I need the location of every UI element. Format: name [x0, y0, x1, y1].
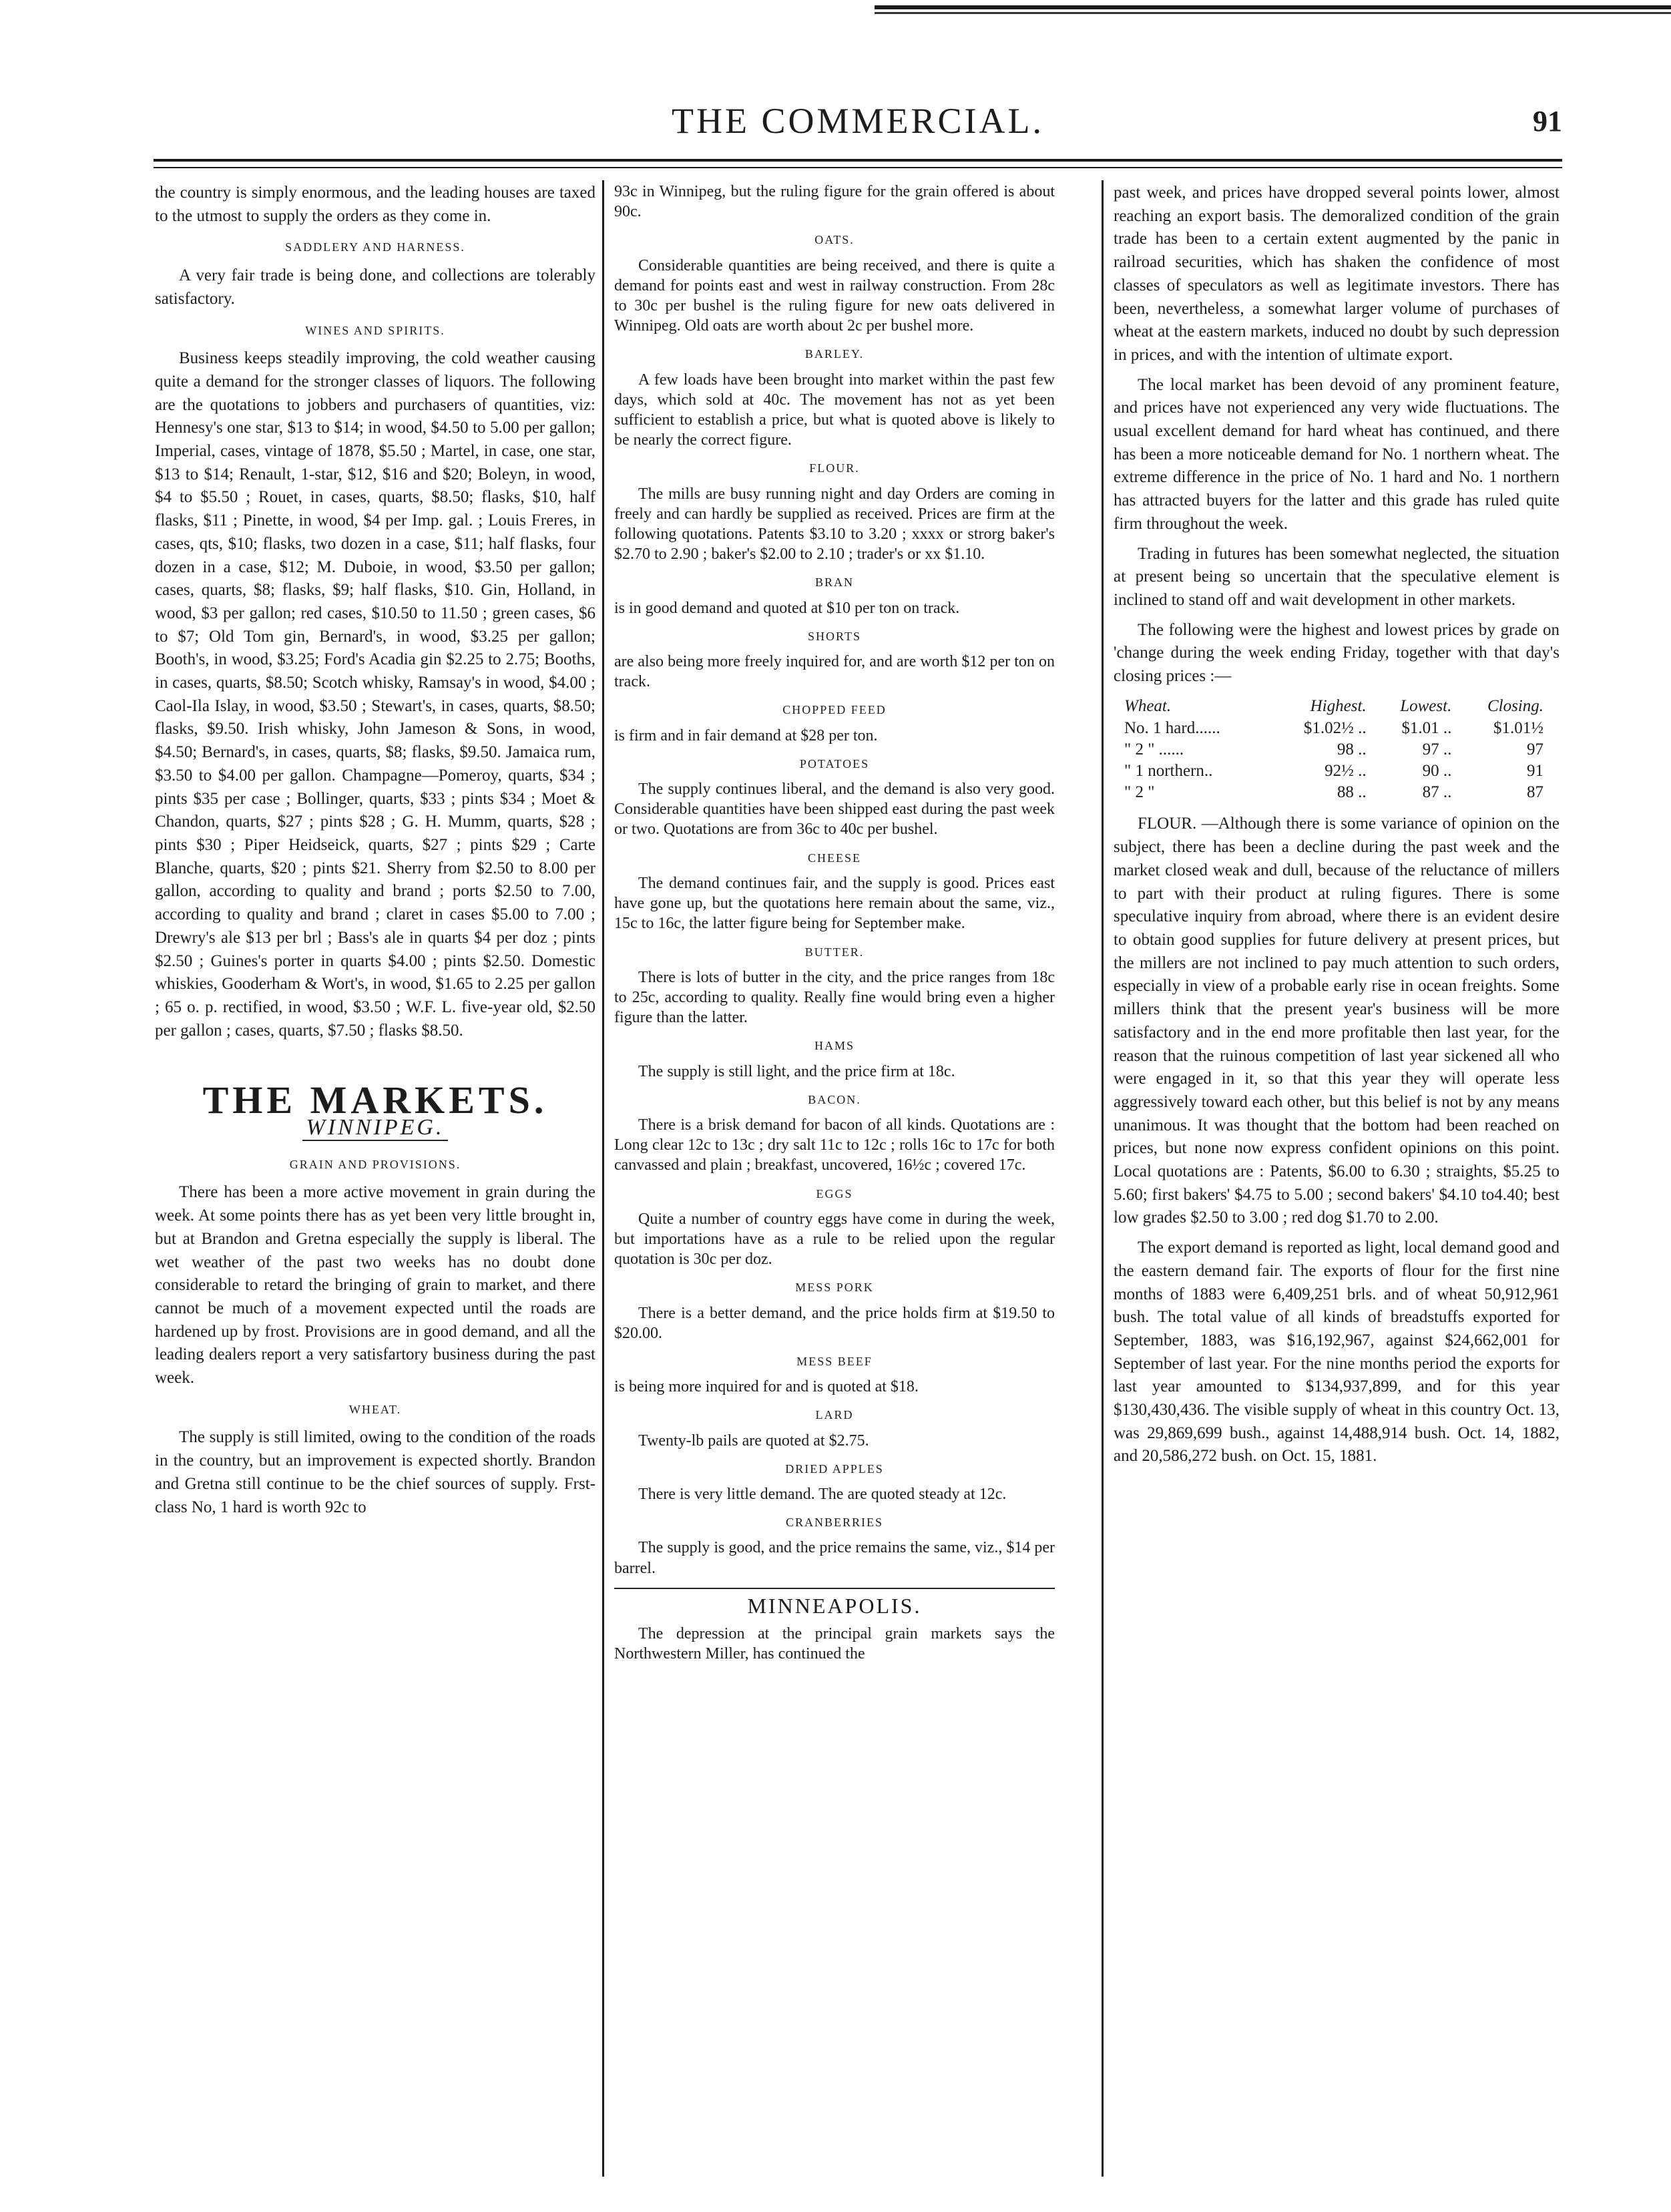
table-cell: 92½ ..	[1325, 762, 1367, 781]
paragraph-export: The export demand is reported as light, local demand good and the eastern demand fair. The exports of flour for the first nine months of 1883 were 6,409,251 brls. and of wheat 50,912,961 bush. The total value of all kinds of breadstuffs exported for September, 1883, was $16,192,967, against $24,662,001 for September of last year. For the nine months period the exports for last year amounted to $134,937,899, and for this year $130,430,436. The visible supply of wheat in this country Oct. 13, was 29,869,699 bush., against 14,488,914 bush. Oct. 14, 1882, and 20,586,272 bush. on Oct. 15, 1881.	[1114, 1239, 1560, 1466]
paragraph-flour: The mills are busy running night and day Orders are coming in freely and can hardly be supplied as received. Prices are firm at the following quotations. Patents $3.10 to 3.20 ; xxxx or strorg baker's $2.70 to 2.90 ; baker's $2.00 to 2.10 ; trader's or xx $1.10.	[614, 485, 1055, 564]
heading-bacon: BACON.	[808, 1092, 861, 1106]
paragraph-mess-pork: There is a better demand, and the price holds firm at $19.50 to $20.00.	[614, 1304, 1055, 1342]
table-row	[1120, 718, 1547, 739]
top-edge-rule	[875, 5, 1671, 9]
paragraph-grain: There has been a more active movement in grain during the week. At some points there has as yet been very little brought in, but at Brandon and Gretna especially the supply is liberal. The wet weather of the past two weeks has no doubt done considerable to retard the bringing of grain to market, and there cannot be much of a movement expected until the roads are hardened up by frost. Provisions are in good demand, and all the leading dealers report a very satisfartory business during the past week.	[155, 1183, 595, 1387]
table-cell: $1.02½ ..	[1303, 719, 1367, 738]
table-header-row	[1120, 695, 1547, 718]
table-cell: 90 ..	[1422, 762, 1452, 781]
paragraph-cranberries: The supply is good, and the price remains the same, viz., $14 per barrel.	[614, 1539, 1055, 1577]
table-header-cell: Lowest.	[1400, 696, 1452, 715]
paragraph-local-market: The local market has been devoid of any prominent feature, and prices have not experienced any very wide fluctuations. The usual excellent demand for hard wheat has continued, and there has been a more noticeable demand for No. 1 northern wheat. The extreme difference in the price of No. 1 hard and No. 1 northern has attracted buyers for the latter and this grade has ruled quite firm throughout the week.	[1114, 375, 1560, 533]
paragraph-mess-beef: is being more inquired for and is quoted at $18.	[614, 1378, 919, 1396]
table-cell: 97	[1527, 740, 1543, 759]
page-number: 91	[1533, 105, 1562, 138]
paragraph-wheat: The supply is still limited, owing to the condition of the roads in the country, but an improvement is expected shortly. Brandon and Gretna still continue to be the chief sources of supply. Frst-class No, 1 hard is worth 92c to	[155, 1428, 595, 1516]
paragraph-cheese: The demand continues fair, and the supply is good. Prices east have gone up, but the quotations here remain about the same, viz., 15c to 16c, the latter figure being for September make.	[614, 874, 1055, 933]
heading-chopped-feed: CHOPPED FEED	[782, 703, 887, 717]
table-cell: 87 ..	[1422, 783, 1452, 802]
heading-butter: BUTTER.	[804, 945, 865, 959]
table-cell: 88 ..	[1337, 783, 1367, 802]
wheat-prices-table	[1120, 695, 1547, 804]
paragraph-dried-apples: There is very little demand. The are quoted steady at 12c.	[638, 1485, 1007, 1503]
heading-eggs: EGGS	[816, 1186, 853, 1200]
column-divider-2	[1102, 180, 1104, 2177]
table-cell: " 2 " ......	[1124, 740, 1184, 759]
column-divider-1	[602, 180, 604, 2177]
table-cell: 97 ..	[1422, 740, 1452, 759]
heading-potatoes: POTATOES	[799, 756, 870, 770]
paragraph-intro: the country is simply enormous, and the leading houses are taxed to the utmost to supply the orders as they come in.	[155, 184, 595, 225]
masthead-title: THE COMMERCIAL.	[672, 101, 1044, 141]
paragraph-barley: A few loads have been brought into market within the past few days, which sold at 40c. The movement has not as yet been sufficient to establish a price, but what is quoted above is likely to be nearly the correct figure.	[614, 371, 1055, 449]
paragraph-oats: Considerable quantities are being received, and there is quite a demand for points east and west in railway construction. From 28c to 30c per bushel is the ruling figure for new oats delivered in Winnipeg. Old oats are worth about 2c per bushel more.	[614, 256, 1055, 335]
paragraph-wines: Business keeps steadily improving, the cold weather causing quite a demand for the stronger classes of liquors. The following are the quotations to jobbers and purchasers of quantities, viz: Hennesy's one star, $13 to $14; in wood, $4.50 to 5.00 per gallon; Imperial, cases, vintage of 1878, $5.50 ; Martel, in case, one star, $13 to $14; Renault, 1-star, $12, $16 and $20; Boleyn, in wood, $4 to $5.50 ; Rouet, in cases, quarts, $8.50; flasks, $10, half flasks, $11 ; Pinette, in wood, $4 per Imp. gal. ; Louis Freres, in cases, qts, $10; flasks, two dozen in a case, $11; half flasks, four dozen in a case, $12; M. Duboie, in wood, $3.50 per gallon; cases, quarts, $8; flasks, $9; half flasks, $10. Gin, Holland, in wood, $3 per gallon; red cases, $10.50 to 11.50 ; green cases, $6 to $7; Old Tom gin, Bernard's, in wood, $3.25 per gallon; Booth's, in wood, $3.25; Ford's Acadia gin $2.25 to 2.75; Booths, in cases, quarts, $8.50; Scotch whisky, Ramsay's in wood, $4.00 ; Caol-Ila Islay, in wood, $3.50 ; Stewart's, in cases, quarts, $8.50; flasks, $9.50. Irish whisky, John Jameson & Sons, in wood, $4.50; Bernard's, in cases, quarts, $8; flasks, $9.50. Jamaica rum, $3.50 to $4.00 per gallon. Champagne—Pomeroy, quarts, $34 ; pints $35 per case ; Bollinger, quarts, $33 ; pints $34 ; Moet & Chandon, quarts, $27 ; pints $28 ; G. H. Mumm, quarts, $28 ; pints $30 ; Piper Heidseick, quarts, $27 ; pints $29 ; Carte Blanche, quarts, $20 ; pints $21. Sherry from $2.50 to 8.00 per gallon, according to quality and brand ; ports $2.50 to 7.00, according to quality and brand ; claret in cases $5.00 to 7.00 ; Drewry's ale $13 per brl ; Bass's ale in quarts $4 per doz ; pints $2.50 ; Guines's porter in quarts $4.00 ; pints $2.50. Domestic whiskies, Gooderham & Wort's, in wood, $1.65 to 2.25 per gallon ; 65 o. p. rectified, in wood, $3.50 ; W.F. L. five-year old, $2.50 per gallon ; cases, quarts, $7.50 ; flasks $8.50.	[155, 349, 595, 1040]
paragraph-minneapolis: The depression at the principal grain markets says the Northwestern Miller, has continued the	[614, 1624, 1055, 1663]
paragraph-bacon: There is a brisk demand for bacon of all kinds. Quotations are : Long clear 12c to 13c ; dry salt 11c to 12c ; rolls 16c to 17c for both canvassed and plain ; breakfast, uncovered, 16½c ; covered 17c.	[614, 1116, 1055, 1174]
table-header-cell: Wheat.	[1124, 696, 1172, 715]
paragraph-hams: The supply is still light, and the price firm at 18c.	[638, 1062, 955, 1080]
heading-lard: LARD	[815, 1408, 854, 1422]
heading-flour: FLOUR.	[809, 461, 860, 475]
header-rule-thick	[154, 159, 1562, 162]
table-cell: 87	[1527, 783, 1543, 802]
flour-lead-in: FLOUR.	[1138, 815, 1197, 833]
heading-wines: WINES AND SPIRITS.	[305, 323, 445, 337]
paragraph-shorts: are also being more freely inquired for, and are worth $12 per ton on track.	[614, 653, 1055, 691]
paragraph-chopped-feed: is firm and in fair demand at $28 per ton.	[614, 726, 878, 744]
table-cell: $1.01 ..	[1401, 719, 1452, 738]
subsection-title-minneapolis: MINNEAPOLIS.	[614, 1588, 1055, 1616]
table-header-cell: Closing.	[1487, 696, 1543, 715]
table-cell: " 1 northern..	[1124, 762, 1213, 781]
table-cell: " 2 "	[1124, 783, 1155, 802]
paragraph-following: The following were the highest and lowest prices by grade on 'change during the week ending Friday, together with that day's closing prices :—	[1114, 620, 1560, 686]
heading-mess-beef: MESS BEEF	[796, 1354, 873, 1368]
section-title-markets: THE MARKETS.	[202, 1078, 548, 1122]
heading-shorts: SHORTS	[808, 629, 861, 643]
table-cell: 98 ..	[1337, 740, 1367, 759]
heading-grain: GRAIN AND PROVISIONS.	[289, 1157, 461, 1171]
paragraph-eggs: Quite a number of country eggs have come in during the week, but importations have as a rule to be relied upon the regular quotation is 30c per doz.	[614, 1210, 1055, 1269]
column-2	[614, 182, 1055, 2178]
table-row	[1120, 760, 1547, 782]
heading-wheat: WHEAT.	[348, 1402, 402, 1416]
winnipeg-label: WINNIPEG.	[302, 1116, 449, 1141]
heading-saddlery: SADDLERY AND HARNESS.	[285, 240, 465, 254]
page-header	[154, 100, 1562, 147]
heading-dried-apples: DRIED APPLES	[785, 1462, 884, 1476]
paragraph-flour-mpls	[1114, 813, 1560, 1230]
heading-cranberries: CRANBERRIES	[785, 1516, 884, 1530]
paragraph-butter: There is lots of butter in the city, and the price ranges from 18c to 25c, according to quality. Really fine would bring even a higher figure than the latter.	[614, 968, 1055, 1027]
flour-body: —Although there is some variance of opinion on the subject, there has been a decline during the past week and the market closed weak and dull, because of the reluctance of millers to part with their product at ruling figures. There is some speculative inquiry from abroad, where there is an evident desire to obtain good supplies for future delivery at present prices, but the millers are not inclined to pay much attention to such orders, especially in view of a probable early rise in ocean freights. Some millers think that the present year's business will be more satisfactory and in the end more profitable then last year, for the reason that the ruinous competition of last year sickened all who were engaged in it, so that this year they will operate less aggressively toward each other, but this belief is not by any means unanimous. It was thought that the bottom had been reached on prices, but none now express confident opinions on this point. Local quotations are : Patents, $6.00 to 6.30 ; straights, $5.25 to 5.60; first bakers' $4.75 to 5.00 ; second bakers' $4.10 to4.40; best low grades $2.50 to 3.00 ; red dog $1.70 to 2.00.	[1114, 815, 1560, 1227]
table-header-cell: Highest.	[1310, 696, 1367, 715]
paragraph-bran: is in good demand and quoted at $10 per ton on track.	[614, 599, 960, 617]
paragraph-potatoes: The supply continues liberal, and the demand is also very good. Considerable quantities have been shipped east during the past week or two. Quotations are from 36c to 40c per bushel.	[614, 781, 1055, 839]
column-1	[155, 182, 595, 2178]
heading-hams: HAMS	[814, 1039, 855, 1053]
paragraph-lard: Twenty-lb pails are quoted at $2.75.	[638, 1431, 869, 1450]
table-cell: No. 1 hard......	[1124, 719, 1220, 738]
paragraph-saddlery: A very fair trade is being done, and collections are tolerably satisfactory.	[155, 266, 595, 308]
top-edge-rule-thin	[875, 12, 1671, 14]
paragraph-minneapolis-cont: past week, and prices have dropped several points lower, almost reaching an export basis. The demoralized condition of the grain trade has been to a certain extent augmented by the panic in railroad securities, which has shaken the confidence of most classes of speculators as well as legitimate investors. There has been, nevertheless, a somewhat larger volume of purchases of wheat at the eastern markets, induced no doubt by such depression in prices, and with the intention of ultimate export.	[1114, 184, 1560, 364]
heading-bran: BRAN	[814, 576, 854, 590]
table-cell: 91	[1527, 762, 1543, 781]
heading-cheese: CHEESE	[807, 851, 861, 865]
header-rule-thin	[154, 167, 1562, 168]
table-cell: $1.01½	[1493, 719, 1543, 738]
table-row	[1120, 739, 1547, 760]
paragraph-wheat-cont: 93c in Winnipeg, but the ruling figure for the grain offered is about 90c.	[614, 183, 1055, 221]
column-3	[1114, 182, 1560, 2178]
heading-mess-pork: MESS PORK	[795, 1281, 874, 1295]
heading-barley: BARLEY.	[804, 347, 865, 361]
heading-oats: OATS.	[814, 233, 855, 247]
paragraph-futures: Trading in futures has been somewhat neglected, the situation at present being so uncertain that the speculative element is inclined to stand off and wait development in other markets.	[1114, 544, 1560, 609]
table-row	[1120, 782, 1547, 803]
